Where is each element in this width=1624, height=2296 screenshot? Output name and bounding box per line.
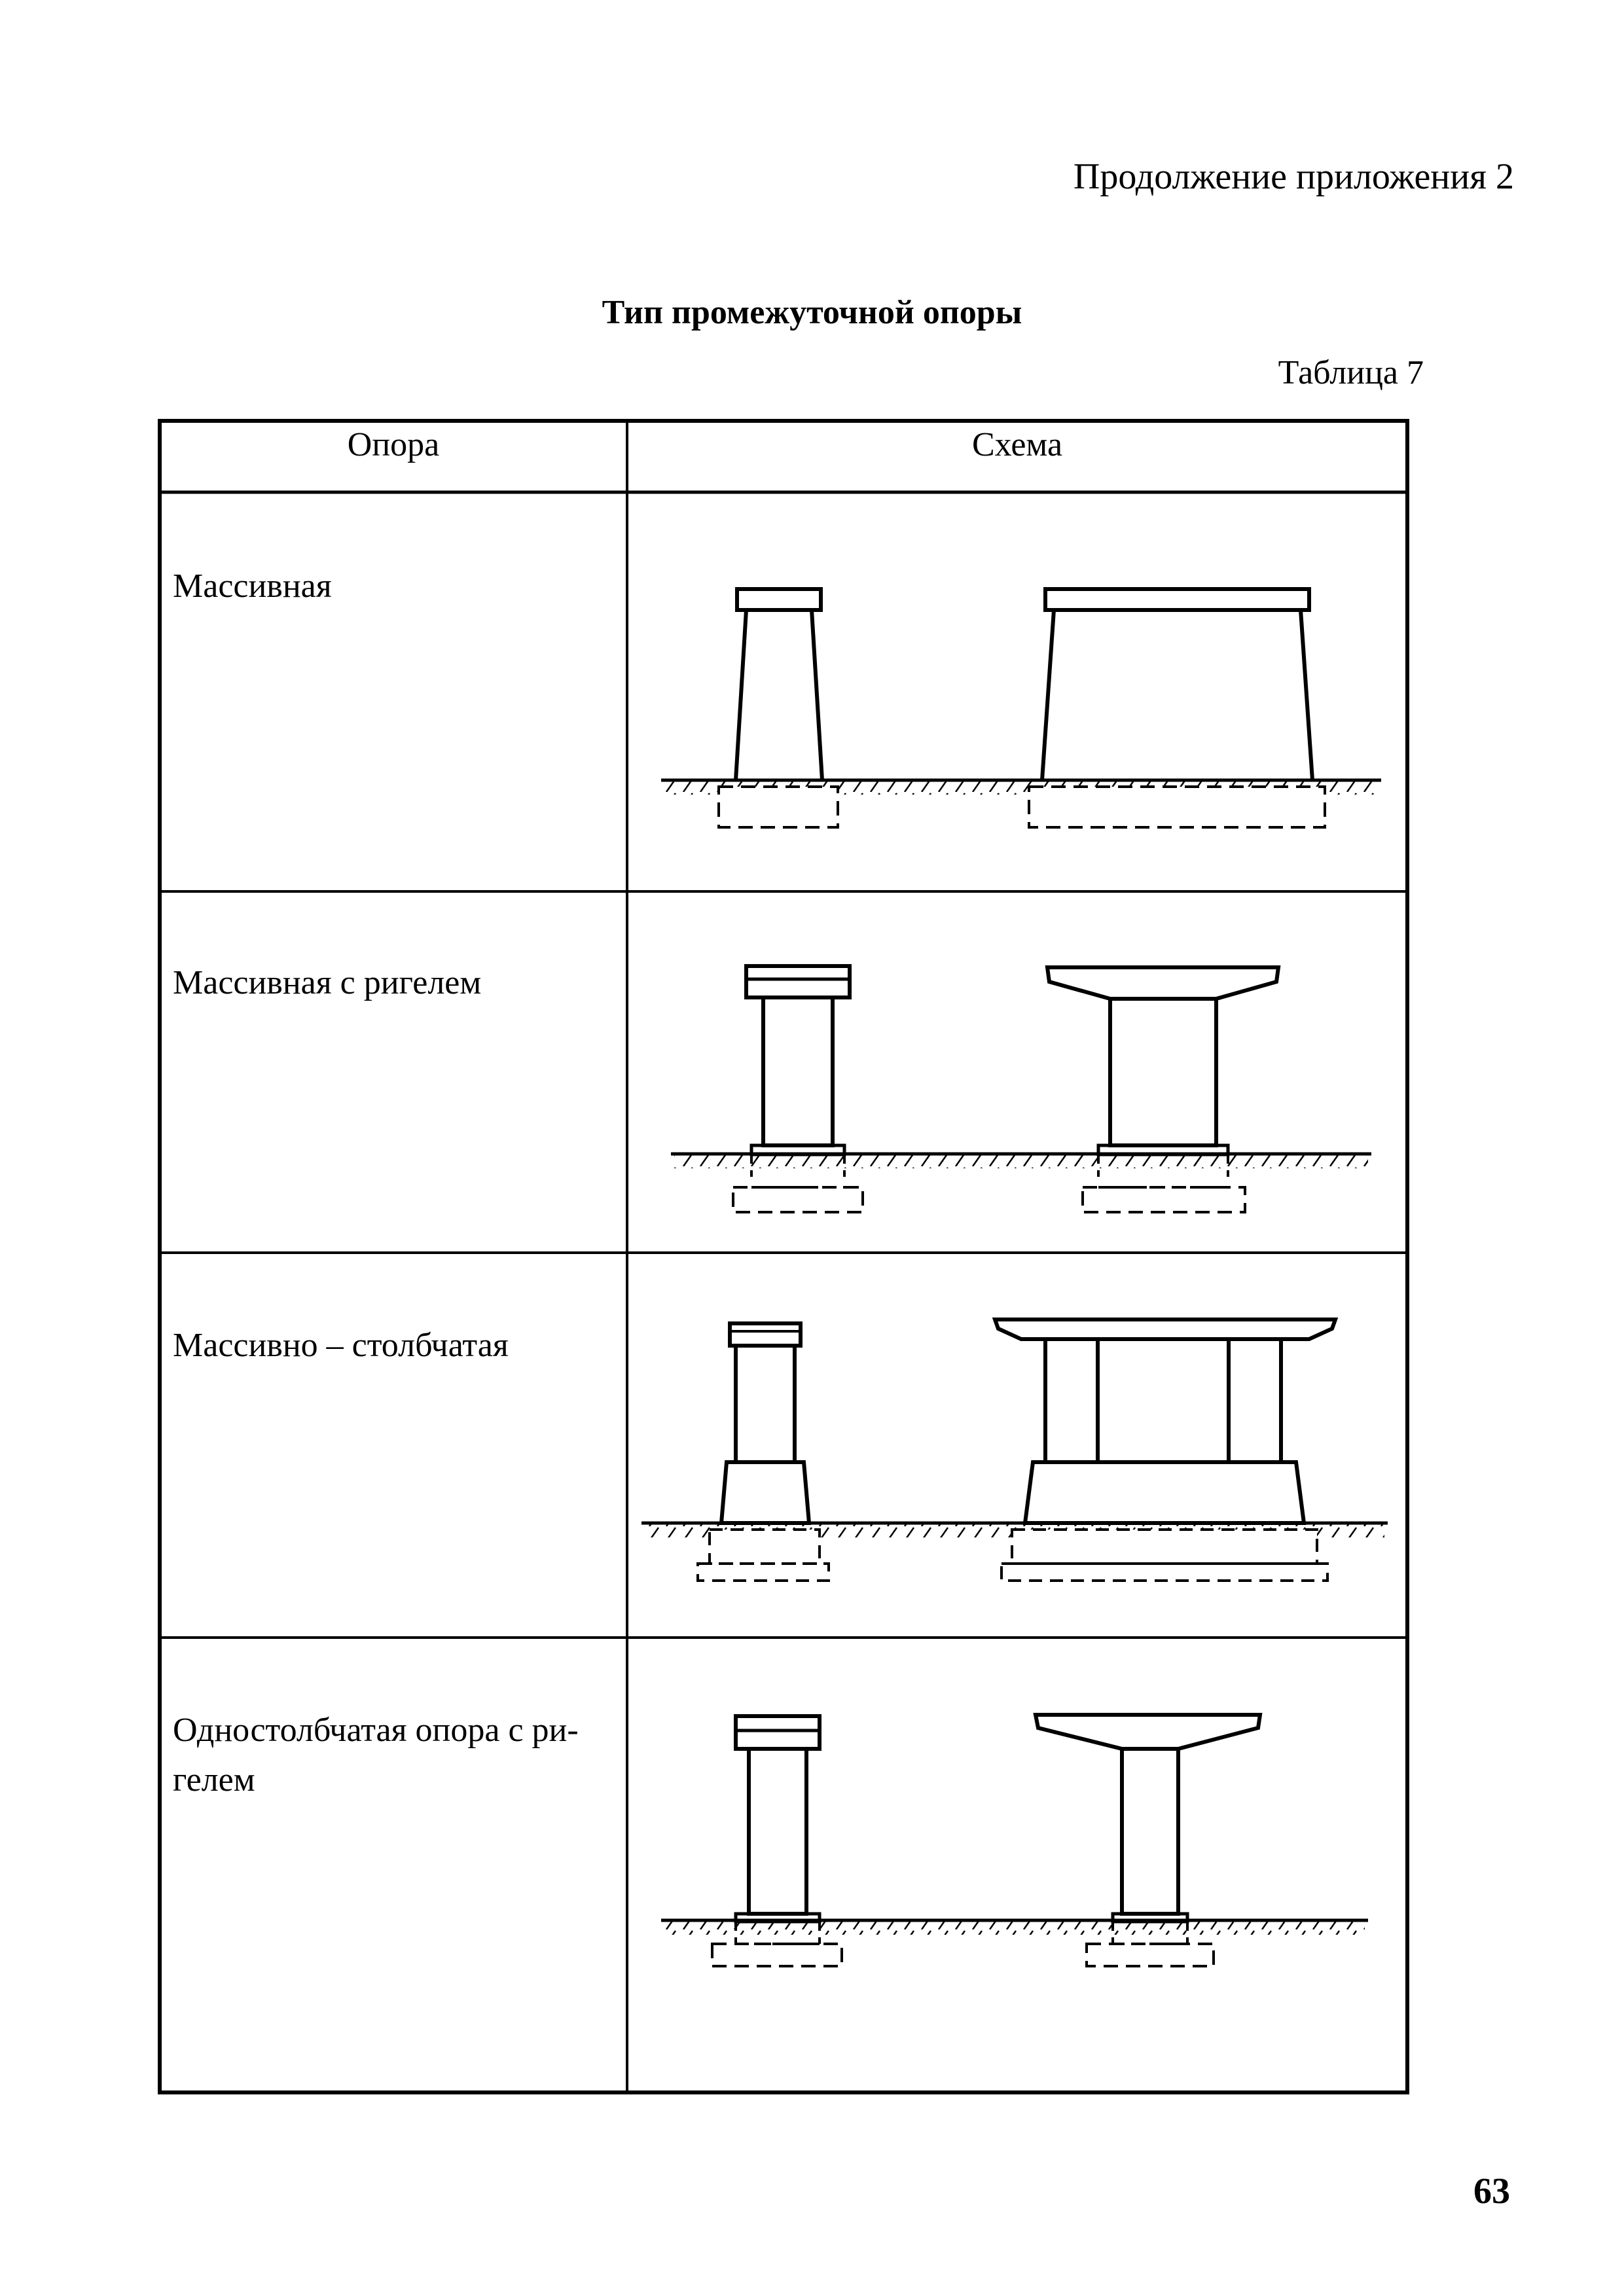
- row-label-line-1: Одностолбчатая опора с ри-: [173, 1712, 579, 1749]
- row-label-massive-with-crossbeam: Массивная с ригелем: [173, 964, 482, 1001]
- appendix-note: Продолжение приложения 2: [1073, 156, 1514, 197]
- massive-column-pier-schematic: [641, 1319, 1388, 1581]
- page-title: Тип промежуточной опоры: [602, 294, 1022, 331]
- column-header-schema: Схема: [971, 426, 1063, 463]
- row-label-massive: Массивная: [173, 567, 332, 605]
- massive-pier-with-crossbeam-schematic: [671, 966, 1371, 1212]
- massive-pier-schematic: [661, 589, 1381, 827]
- table-frame: [160, 421, 1407, 2092]
- single-column-pier-with-crossbeam-schematic: [661, 1715, 1368, 1966]
- row-label-massive-column: Массивно – столбчатая: [173, 1327, 509, 1364]
- page-number: 63: [1473, 2171, 1510, 2212]
- column-header-opora: Опора: [347, 426, 440, 463]
- row-label-single-column-with-crossbeam: [173, 1706, 624, 1805]
- row-label-line-2: гелем: [173, 1761, 255, 1799]
- table-label: Таблица 7: [1278, 354, 1424, 391]
